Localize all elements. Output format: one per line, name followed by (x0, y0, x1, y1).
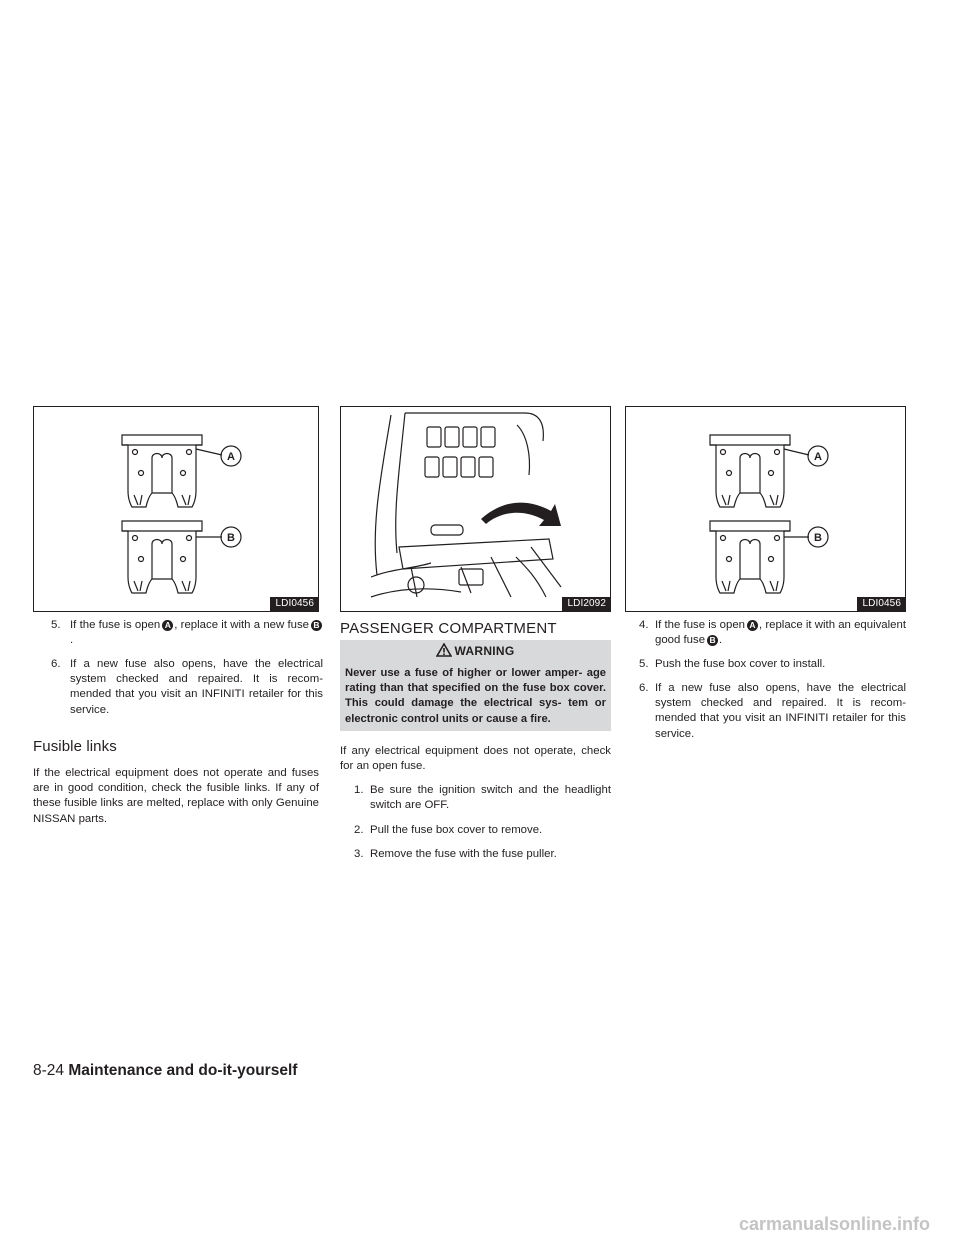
warning-triangle-icon (436, 643, 452, 657)
page-footer (33, 1062, 297, 1080)
figure-fuse-right (625, 406, 906, 612)
callout-b: B (227, 532, 235, 544)
step-text: If the fuse is open A , replace it with a new fuse B. (33, 618, 323, 648)
fusible-links-heading: Fusible links (33, 738, 117, 755)
step-5-right (625, 657, 906, 672)
step-number: 1. (354, 784, 364, 796)
figure-code: LDI0456 (270, 597, 318, 611)
step-4-right (625, 618, 906, 648)
passenger-intro: If any electrical equipment does not operate, check for an open fuse. (340, 745, 611, 773)
fuse-illustration (626, 407, 905, 611)
step-text: If the fuse is open A , replace it with an equivalent good fuse B . (655, 619, 906, 647)
step-number: 4. (639, 619, 649, 631)
page-number: 8-24 (33, 1062, 65, 1079)
step-2 (340, 823, 611, 838)
step-text: If a new fuse also opens, have the electrical system checked and repaired. It is recom- mended that you visit an INFINITI retailer for this service. (655, 682, 906, 740)
step-number: 5. (639, 658, 649, 670)
marker-b-icon: B (707, 635, 718, 646)
step-text: Push the fuse box cover to install. (655, 658, 826, 670)
marker-a-icon: A (747, 620, 758, 631)
callout-a: A (227, 451, 235, 463)
step-text: If a new fuse also opens, have the electrical system checked and repaired. It is recom- mended that you visit an INFINITI retailer for this service. (70, 658, 323, 716)
warning-text: Never use a fuse of higher or lower amper- age rating than that specified on the fuse box cover. This could damage the electrical sys- tem or electronic control units or cause a fire. (340, 662, 611, 731)
figure-fuse-left (33, 406, 319, 612)
step-text: Remove the fuse with the fuse puller. (370, 848, 557, 860)
step-number: 6. (639, 682, 649, 694)
figure-code: LDI2092 (562, 597, 610, 611)
step-3 (340, 847, 611, 862)
marker-b-icon: B (311, 620, 322, 631)
step-number: 5. (51, 619, 61, 631)
step-1 (340, 783, 611, 813)
step-number: 6. (51, 658, 61, 670)
step-6-left (33, 657, 323, 718)
section-title: Maintenance and do-it-yourself (68, 1062, 298, 1079)
marker-a-icon: A (162, 620, 173, 631)
watermark: carmanualsonline.info (738, 1214, 930, 1234)
step-text: Be sure the ignition switch and the headlight switch are OFF. (370, 784, 611, 812)
step-number: 2. (354, 824, 364, 836)
section-heading: PASSENGER COMPARTMENT (340, 620, 557, 637)
figure-fuse-box (340, 406, 611, 612)
step-6-right (625, 681, 906, 742)
warning-header: WARNING (340, 640, 611, 662)
fusible-links-text: If the electrical equipment does not operate and fuses are in good condition, check the fusible links. If any of these fusible links are melted, replace with only Genuine NISSAN parts. (33, 767, 319, 825)
callout-a: A (814, 451, 822, 463)
step-number: 3. (354, 848, 364, 860)
fuse-illustration (34, 407, 318, 611)
callout-b: B (814, 532, 822, 544)
step-5-left (33, 618, 323, 648)
step-text: Pull the fuse box cover to remove. (370, 824, 543, 836)
figure-code: LDI0456 (857, 597, 905, 611)
fuse-box-illustration (341, 407, 610, 611)
